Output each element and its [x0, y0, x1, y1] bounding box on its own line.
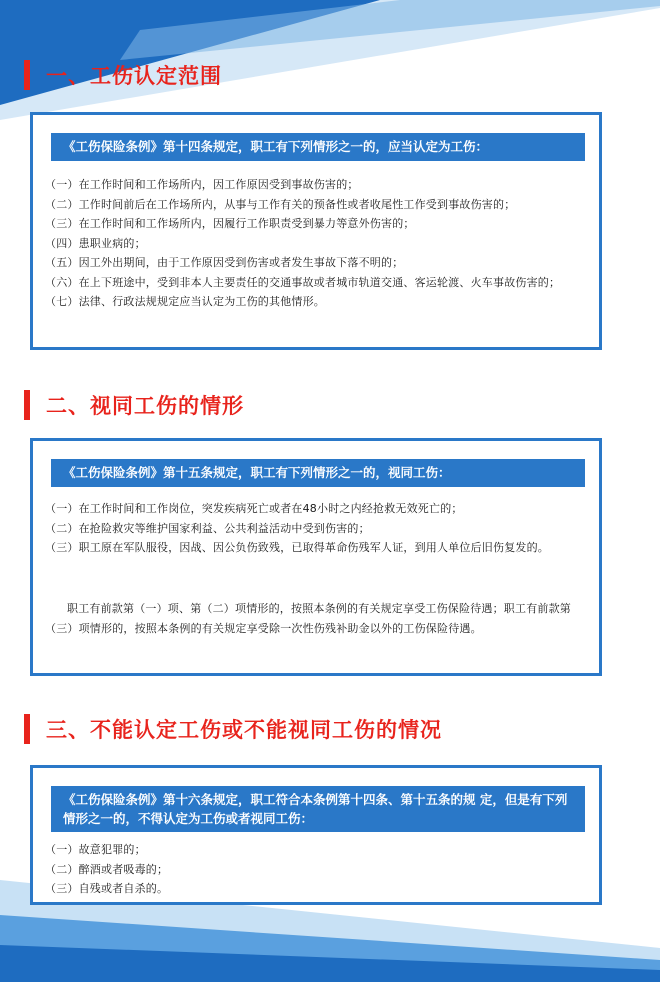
- section3-title: 三、不能认定工伤或不能视同工伤的情况: [46, 718, 442, 742]
- section1-list: [45, 175, 587, 312]
- list-item: （一）故意犯罪的；: [45, 843, 146, 856]
- section2-box: [30, 438, 602, 676]
- section1-title: 一、工伤认定范围: [46, 64, 222, 88]
- list-item: （三）自残或者自杀的。: [45, 882, 169, 895]
- section1-header: 《工伤保险条例》第十四条规定，职工有下列情形之一的，应当认定为工伤：: [51, 133, 585, 161]
- section2-heading: [24, 388, 244, 422]
- list-item: （一）在工作时间和工作岗位，突发疾病死亡或者在48小时之内经抢救无效死亡的；: [45, 502, 463, 515]
- list-item: （六）在上下班途中，受到非本人主要责任的交通事故或者城市轨道交通、客运轮渡、火车事故伤害的；: [45, 275, 561, 289]
- section3-title-bar: [24, 714, 30, 744]
- section3-list: [45, 840, 587, 899]
- section3-box: [30, 765, 602, 905]
- section3-heading: [24, 712, 442, 746]
- section2-header: 《工伤保险条例》第十五条规定，职工有下列情形之一的，视同工伤：: [51, 459, 585, 487]
- list-item: （二）在抢险救灾等维护国家利益、公共利益活动中受到伤害的；: [45, 521, 370, 535]
- section2-title-bar: [24, 390, 30, 420]
- list-item: （二）工作时间前后在工作场所内，从事与工作有关的预备性或者收尾性工作受到事故伤害的；: [45, 197, 516, 211]
- list-item: （二）醉酒或者吸毒的；: [45, 862, 169, 876]
- list-item: （三）在工作时间和工作场所内，因履行工作职责受到暴力等意外伤害的；: [45, 217, 415, 230]
- list-item: （三）职工原在军队服役，因战、因公负伤致残，已取得革命伤残军人证，到用人单位后旧伤复发的。: [45, 541, 549, 554]
- section1-box: [30, 112, 602, 350]
- section3-header: 《工伤保险条例》第十六条规定，职工符合本条例第十四条、第十五条的规 定，但是有下列情形之一的，不得认定为工伤或者视同工伤：: [51, 786, 585, 832]
- list-item: （四）患职业病的；: [45, 236, 146, 250]
- list-item: （一）在工作时间和工作场所内，因工作原因受到事故伤害的；: [45, 178, 359, 191]
- list-item: （五）因工外出期间，由于工作原因受到伤害或者发生事故下落不明的；: [45, 256, 404, 269]
- section1-title-bar: [24, 60, 30, 90]
- section2-note: 职工有前款第（一）项、第（二）项情形的，按照本条例的有关规定享受工伤保险待遇；职工有前款第（三）项情形的，按照本条例的有关规定享受除一次性伤残补助金以外的工伤保险待遇。: [45, 602, 571, 635]
- section2-title: 二、视同工伤的情形: [46, 394, 244, 418]
- section1-heading: [24, 58, 222, 92]
- list-item: （七）法律、行政法规规定应当认定为工伤的其他情形。: [45, 295, 325, 308]
- section2-list: [45, 499, 587, 558]
